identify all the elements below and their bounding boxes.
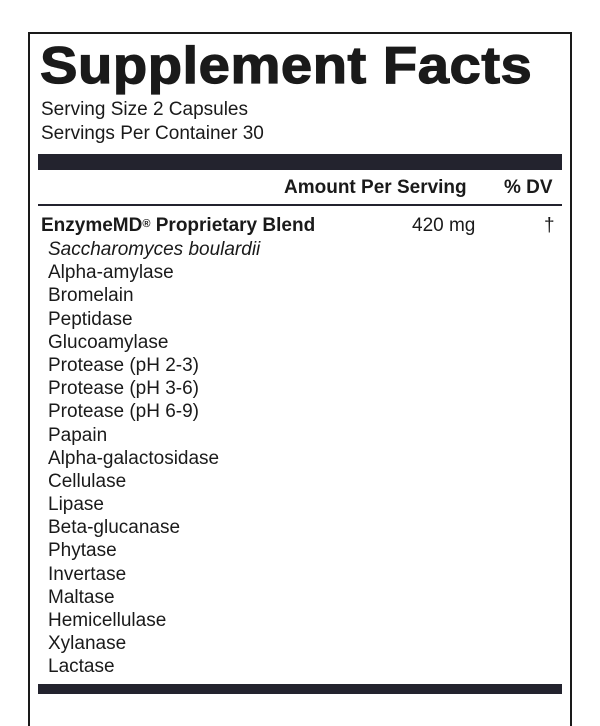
ingredient-item: Alpha-amylase: [48, 262, 174, 284]
ingredient-item: Maltase: [48, 586, 115, 608]
ingredient-item: Saccharomyces boulardii: [48, 239, 261, 260]
daily-value-header: % DV: [504, 177, 553, 198]
header-divider: [38, 204, 562, 206]
blend-amount: 420 mg: [412, 215, 476, 236]
ingredient-item: Beta-glucanase: [48, 517, 181, 539]
ingredient-item: Xylanase: [48, 633, 127, 655]
blend-brand: EnzymeMD: [41, 215, 143, 236]
ingredient-item: Papain: [48, 424, 108, 446]
supplement-facts-panel: [28, 32, 572, 726]
registered-mark: ®: [142, 218, 151, 230]
ingredient-item: Invertase: [48, 563, 127, 585]
amount-per-serving-header: Amount Per Serving: [284, 177, 467, 198]
blend-dv-dagger: †: [544, 215, 555, 236]
top-thick-divider: [38, 154, 562, 170]
serving-size: Serving Size 2 Capsules: [41, 99, 248, 120]
ingredient-item: Lipase: [48, 494, 104, 516]
ingredient-list: [48, 238, 260, 679]
servings-per-container: Servings Per Container 30: [41, 123, 264, 144]
ingredient-item: Cellulase: [48, 470, 127, 492]
ingredient-item: Bromelain: [48, 285, 134, 307]
bottom-thick-divider: [38, 684, 562, 694]
ingredient-item: Peptidase: [48, 308, 133, 330]
ingredient-item: Glucoamylase: [48, 331, 169, 353]
panel-title: Supplement Facts: [40, 37, 533, 95]
ingredient-item: Lactase: [48, 656, 115, 678]
blend-name: [41, 214, 315, 238]
ingredient-item: Protease (pH 6-9): [48, 401, 200, 423]
ingredient-item: Protease (pH 3-6): [48, 378, 200, 400]
ingredient-item: Hemicellulase: [48, 610, 167, 631]
ingredient-item: Protease (pH 2-3): [48, 354, 200, 376]
ingredient-item: Alpha-galactosidase: [48, 447, 220, 469]
ingredient-item: Phytase: [48, 540, 117, 562]
blend-suffix: Proprietary Blend: [150, 215, 316, 236]
